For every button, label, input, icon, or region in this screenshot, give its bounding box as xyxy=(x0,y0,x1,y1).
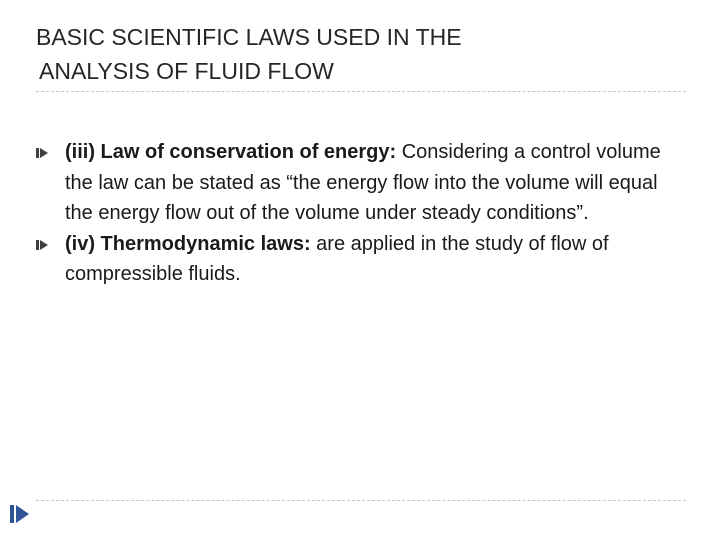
slide-title xyxy=(36,20,676,88)
bullet-text: are applied in the study of flow of compressible fluids. xyxy=(65,232,609,285)
bullet-item xyxy=(40,137,680,229)
bullet-list xyxy=(40,137,680,290)
bullet-arrow-icon xyxy=(40,148,48,158)
bullet-heading: (iv) Thermodynamic laws: xyxy=(65,232,311,255)
slide-title-line-1: BASIC SCIENTIFIC LAWS USED IN THE xyxy=(36,24,462,50)
title-divider xyxy=(36,91,686,92)
bullet-arrow-icon xyxy=(40,240,48,250)
bullet-item xyxy=(40,229,680,290)
bullet-text: Considering a control volume the law can be stated as “the energy flow into the volume will equal the energy flow out of the volume under steady conditions”. xyxy=(65,141,661,224)
slide-title-line-2: ANALYSIS OF FLUID FLOW xyxy=(39,58,334,84)
bullet-heading: (iii) Law of conservation of energy: xyxy=(65,141,397,163)
next-slide-arrow-icon[interactable] xyxy=(16,505,29,523)
footer-divider xyxy=(36,500,686,501)
